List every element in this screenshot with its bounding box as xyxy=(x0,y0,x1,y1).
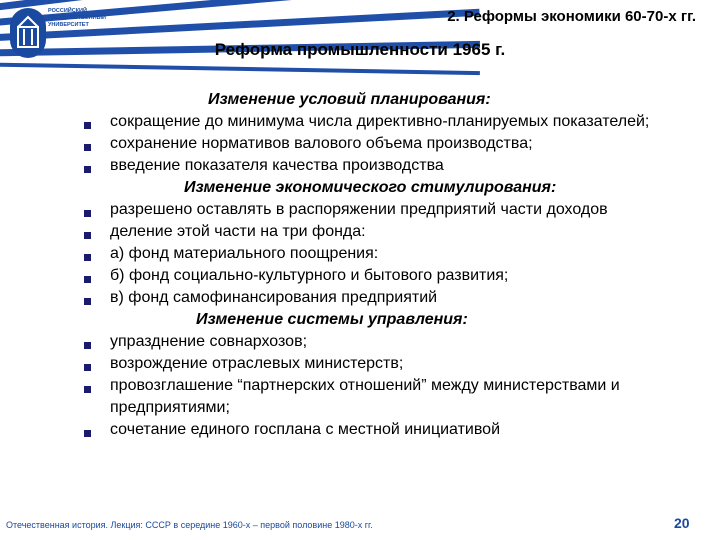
list-item: возрождение отраслевых министерств; xyxy=(74,353,694,375)
bullet-icon xyxy=(84,122,91,129)
list-item: а) фонд материального поощрения: xyxy=(74,243,694,265)
bullet-icon xyxy=(84,386,91,393)
list-item: сочетание единого госплана с местной инициативой xyxy=(74,419,694,441)
bullet-icon xyxy=(84,298,91,305)
section-heading: Изменение системы управления: xyxy=(196,311,468,328)
list-item: провозглашение “партнерских отношений” между министерствами и предприятиями; xyxy=(74,375,694,419)
slide-content xyxy=(74,89,694,441)
bullet-icon xyxy=(84,254,91,261)
bullet-icon xyxy=(84,166,91,173)
section-heading: Изменение условий планирования: xyxy=(208,91,491,108)
bullet-icon xyxy=(84,232,91,239)
bullet-icon xyxy=(84,342,91,349)
page-title: Реформа промышленности 1965 г. xyxy=(214,40,506,59)
list-item: сохранение нормативов валового объема производства; xyxy=(74,133,694,155)
list-item: разрешено оставлять в распоряжении предприятий части доходов xyxy=(74,199,694,221)
bullet-icon xyxy=(84,210,91,217)
bullet-icon xyxy=(84,364,91,371)
header-title: 2. Реформы экономики 60-70-х гг. xyxy=(447,8,696,25)
bullet-icon xyxy=(84,144,91,151)
list-item: деление этой части на три фонда: xyxy=(74,221,694,243)
footer-caption: Отечественная история. Лекция: СССР в середине 1960-х – первой половине 1980-х гг. xyxy=(6,520,373,530)
list-item: сокращение до минимума числа директивно-планируемых показателей; xyxy=(74,111,694,133)
bullet-icon xyxy=(84,276,91,283)
logo-text: РОССИЙСКИЙ ГОСУДАРСТВЕННЫЙ УНИВЕРСИТЕТ xyxy=(48,8,106,28)
bullet-icon xyxy=(84,430,91,437)
page-number: 20 xyxy=(674,515,690,531)
list-item: в) фонд самофинансирования предприятий xyxy=(74,287,694,309)
list-item: б) фонд социально-культурного и бытового развития; xyxy=(74,265,694,287)
section-heading: Изменение экономического стимулирования: xyxy=(184,179,557,196)
list-item: упразднение совнархозов; xyxy=(74,331,694,353)
list-item: введение показателя качества производства xyxy=(74,155,694,177)
